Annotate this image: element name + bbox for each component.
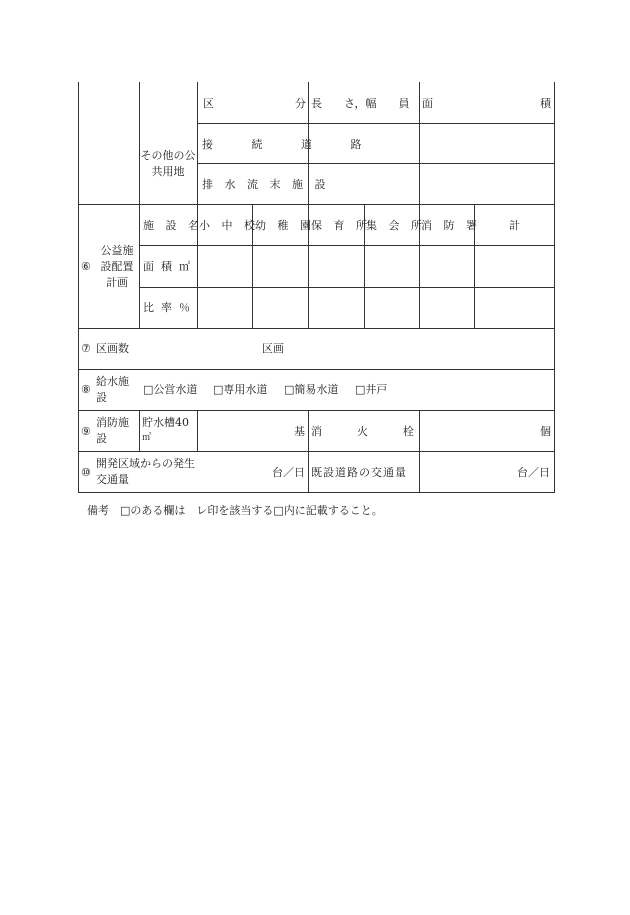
section10-number: ⑩	[81, 466, 91, 479]
hydrant-label: 消 火 栓	[311, 425, 414, 438]
rule	[308, 410, 309, 493]
rule	[78, 328, 555, 329]
generated-traffic-unit: 台／日	[272, 466, 305, 479]
hydrant-unit: 個	[540, 425, 551, 438]
section7-title: 区画数	[96, 342, 129, 355]
section8-number: ⑧	[81, 383, 91, 396]
section6-number: ⑥	[81, 260, 91, 273]
water-option-private: □専用水道	[213, 383, 268, 396]
area-header-left: 面	[422, 97, 433, 110]
rule	[419, 410, 420, 493]
facility-total: 計	[509, 219, 520, 232]
rule	[78, 204, 555, 205]
rule	[139, 245, 555, 246]
application-form-table	[78, 82, 555, 493]
rule	[78, 492, 555, 493]
ratio-label: 比 率 ％	[143, 301, 190, 314]
water-tank-label-2: ㎥	[142, 433, 152, 443]
existing-road-traffic-unit: 台／日	[517, 466, 550, 479]
section7-number: ⑦	[81, 342, 91, 355]
facility-nursery: 保 育 所	[311, 219, 371, 232]
length-width-header: 長 さ，幅 員	[311, 97, 410, 110]
rule	[78, 369, 555, 370]
rule	[197, 82, 198, 328]
rule	[554, 82, 555, 493]
section10-title: 開発区域からの発生交通量	[96, 457, 195, 486]
category-label-ku: 区	[203, 97, 214, 110]
section9-number: ⑨	[81, 425, 91, 438]
rule	[197, 123, 555, 124]
rule	[78, 410, 555, 411]
water-tank-unit: 基	[294, 425, 305, 438]
remarks-note: 備考 □のある欄は レ印を該当する□内に記載すること。	[87, 504, 383, 517]
section6-title: 公益施設配置計画	[100, 244, 134, 289]
connecting-road-label: 接 続 道 路	[202, 138, 369, 151]
drainage-facility-label: 排 水 流 末 施 設	[202, 178, 330, 191]
section8-title: 給水施設	[96, 375, 129, 404]
rule	[139, 410, 140, 451]
rule	[197, 163, 555, 164]
rule	[78, 82, 79, 493]
water-option-well: □井戸	[355, 383, 388, 396]
water-tank-label-1: 貯水槽40	[142, 416, 189, 429]
area-header-right: 積	[540, 97, 551, 110]
other-public-land-label: その他の公共用地	[140, 149, 196, 178]
rule	[197, 410, 198, 451]
section9-title: 消防施設	[96, 416, 129, 445]
rule	[78, 451, 555, 452]
rule	[419, 82, 420, 328]
rule	[308, 82, 309, 328]
area-m2-label: 面 積 ㎡	[143, 260, 190, 273]
category-label-bun: 分	[295, 97, 306, 110]
facility-hall: 集 会 所	[366, 219, 426, 232]
existing-road-traffic-label: 既設道路の交通量	[311, 466, 407, 479]
section7-unit: 区画	[262, 342, 284, 355]
rule	[139, 287, 555, 288]
water-option-simple: □簡易水道	[284, 383, 339, 396]
facility-fire-station: 消 防 署	[421, 219, 481, 232]
facility-elementary: 小 中 校	[199, 219, 259, 232]
facility-name-label: 施 設 名	[143, 219, 203, 232]
water-option-public: □公営水道	[143, 383, 198, 396]
rule	[139, 82, 140, 328]
facility-kindergarten: 幼 稚 園	[255, 219, 315, 232]
